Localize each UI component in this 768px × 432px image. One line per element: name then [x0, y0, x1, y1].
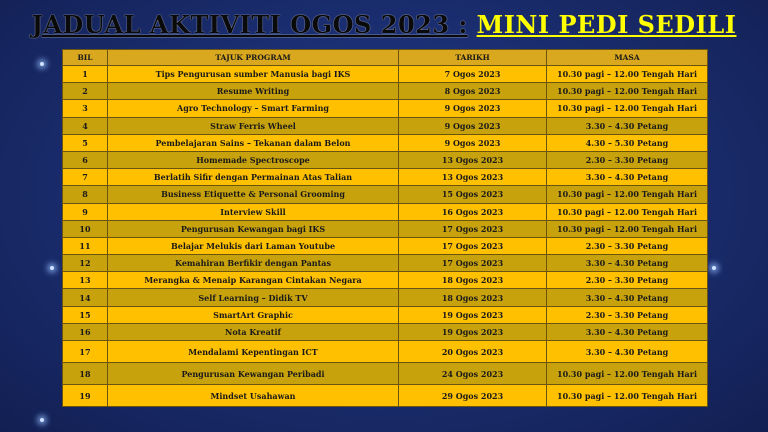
program-cell: Resume Writing — [108, 83, 399, 100]
masa-cell: 10.30 pagi – 12.00 Tengah Hari — [547, 100, 708, 117]
bil-cell: 17 — [63, 341, 108, 363]
page-title — [0, 8, 768, 42]
masa-cell: 2.30 – 3.30 Petang — [547, 306, 708, 323]
program-cell: Pembelajaran Sains – Tekanan dalam Belon — [108, 134, 399, 151]
program-cell: SmartArt Graphic — [108, 306, 399, 323]
table-row — [63, 134, 708, 151]
table-row — [63, 385, 708, 407]
tarikh-cell: 16 Ogos 2023 — [399, 203, 547, 220]
bil-cell: 14 — [63, 289, 108, 306]
tarikh-cell: 13 Ogos 2023 — [399, 169, 547, 186]
header-row — [63, 50, 708, 66]
tarikh-cell: 19 Ogos 2023 — [399, 323, 547, 340]
program-cell: Mindset Usahawan — [108, 385, 399, 407]
bil-cell: 16 — [63, 323, 108, 340]
program-cell: Nota Kreatif — [108, 323, 399, 340]
bil-cell: 12 — [63, 255, 108, 272]
table-row — [63, 255, 708, 272]
masa-cell: 10.30 pagi – 12.00 Tengah Hari — [547, 83, 708, 100]
masa-cell: 10.30 pagi – 12.00 Tengah Hari — [547, 186, 708, 203]
masa-cell: 4.30 – 5.30 Petang — [547, 134, 708, 151]
bil-cell: 13 — [63, 272, 108, 289]
masa-cell: 2.30 – 3.30 Petang — [547, 151, 708, 168]
tarikh-cell: 9 Ogos 2023 — [399, 134, 547, 151]
table-row — [63, 323, 708, 340]
tarikh-cell: 29 Ogos 2023 — [399, 385, 547, 407]
table-row — [63, 237, 708, 254]
table-row — [63, 289, 708, 306]
program-cell: Agro Technology – Smart Farming — [108, 100, 399, 117]
bil-cell: 4 — [63, 117, 108, 134]
masa-cell: 3.30 – 4.30 Petang — [547, 255, 708, 272]
sparkle-dot — [40, 418, 44, 422]
bil-cell: 5 — [63, 134, 108, 151]
tarikh-cell: 20 Ogos 2023 — [399, 341, 547, 363]
tarikh-cell: 7 Ogos 2023 — [399, 66, 547, 83]
masa-cell: 10.30 pagi – 12.00 Tengah Hari — [547, 66, 708, 83]
header-tarikh: TARIKH — [399, 50, 547, 66]
masa-cell: 2.30 – 3.30 Petang — [547, 237, 708, 254]
bil-cell: 10 — [63, 220, 108, 237]
table-row — [63, 66, 708, 83]
schedule-table — [62, 49, 708, 407]
table-row — [63, 306, 708, 323]
table-row — [63, 186, 708, 203]
tarikh-cell: 18 Ogos 2023 — [399, 272, 547, 289]
sparkle-dot — [712, 266, 716, 270]
bil-cell: 11 — [63, 237, 108, 254]
masa-cell: 3.30 – 4.30 Petang — [547, 323, 708, 340]
bil-cell: 15 — [63, 306, 108, 323]
program-cell: Berlatih Sifir dengan Permainan Atas Talian — [108, 169, 399, 186]
table-body — [63, 66, 708, 407]
table-row — [63, 83, 708, 100]
masa-cell: 3.30 – 4.30 Petang — [547, 289, 708, 306]
tarikh-cell: 8 Ogos 2023 — [399, 83, 547, 100]
table-row — [63, 100, 708, 117]
header-tajuk-program: TAJUK PROGRAM — [108, 50, 399, 66]
program-cell: Merangka & Menaip Karangan Cintakan Negara — [108, 272, 399, 289]
program-cell: Kemahiran Berfikir dengan Pantas — [108, 255, 399, 272]
table-row — [63, 169, 708, 186]
tarikh-cell: 9 Ogos 2023 — [399, 117, 547, 134]
masa-cell: 10.30 pagi – 12.00 Tengah Hari — [547, 203, 708, 220]
bil-cell: 3 — [63, 100, 108, 117]
masa-cell: 3.30 – 4.30 Petang — [547, 169, 708, 186]
tarikh-cell: 17 Ogos 2023 — [399, 220, 547, 237]
program-cell: Straw Ferris Wheel — [108, 117, 399, 134]
tarikh-cell: 9 Ogos 2023 — [399, 100, 547, 117]
masa-cell: 10.30 pagi – 12.00 Tengah Hari — [547, 220, 708, 237]
tarikh-cell: 15 Ogos 2023 — [399, 186, 547, 203]
table-row — [63, 220, 708, 237]
masa-cell: 3.30 – 4.30 Petang — [547, 341, 708, 363]
sparkle-dot — [50, 266, 54, 270]
sparkle-dot — [40, 62, 44, 66]
bil-cell: 18 — [63, 363, 108, 385]
program-cell: Tips Pengurusan sumber Manusia bagi IKS — [108, 66, 399, 83]
program-cell: Interview Skill — [108, 203, 399, 220]
table-row — [63, 272, 708, 289]
tarikh-cell: 19 Ogos 2023 — [399, 306, 547, 323]
tarikh-cell: 13 Ogos 2023 — [399, 151, 547, 168]
tarikh-cell: 17 Ogos 2023 — [399, 255, 547, 272]
table-row — [63, 203, 708, 220]
program-cell: Mendalami Kepentingan ICT — [108, 341, 399, 363]
program-cell: Business Etiquette & Personal Grooming — [108, 186, 399, 203]
program-cell: Belajar Melukis dari Laman Youtube — [108, 237, 399, 254]
bil-cell: 19 — [63, 385, 108, 407]
tarikh-cell: 17 Ogos 2023 — [399, 237, 547, 254]
title-main: JADUAL AKTIVITI OGOS 2023 : — [31, 10, 468, 39]
masa-cell: 2.30 – 3.30 Petang — [547, 272, 708, 289]
header-bil: BIL — [63, 50, 108, 66]
table-row — [63, 151, 708, 168]
program-cell: Homemade Spectroscope — [108, 151, 399, 168]
bil-cell: 8 — [63, 186, 108, 203]
bil-cell: 2 — [63, 83, 108, 100]
bil-cell: 7 — [63, 169, 108, 186]
title-accent: MINI PEDI SEDILI — [476, 10, 737, 39]
masa-cell: 10.30 pagi – 12.00 Tengah Hari — [547, 363, 708, 385]
program-cell: Self Learning – Didik TV — [108, 289, 399, 306]
header-masa: MASA — [547, 50, 708, 66]
masa-cell: 10.30 pagi – 12.00 Tengah Hari — [547, 385, 708, 407]
tarikh-cell: 18 Ogos 2023 — [399, 289, 547, 306]
bil-cell: 9 — [63, 203, 108, 220]
tarikh-cell: 24 Ogos 2023 — [399, 363, 547, 385]
table-row — [63, 341, 708, 363]
masa-cell: 3.30 – 4.30 Petang — [547, 117, 708, 134]
program-cell: Pengurusan Kewangan bagi IKS — [108, 220, 399, 237]
table-row — [63, 363, 708, 385]
program-cell: Pengurusan Kewangan Peribadi — [108, 363, 399, 385]
bil-cell: 1 — [63, 66, 108, 83]
table-row — [63, 117, 708, 134]
bil-cell: 6 — [63, 151, 108, 168]
